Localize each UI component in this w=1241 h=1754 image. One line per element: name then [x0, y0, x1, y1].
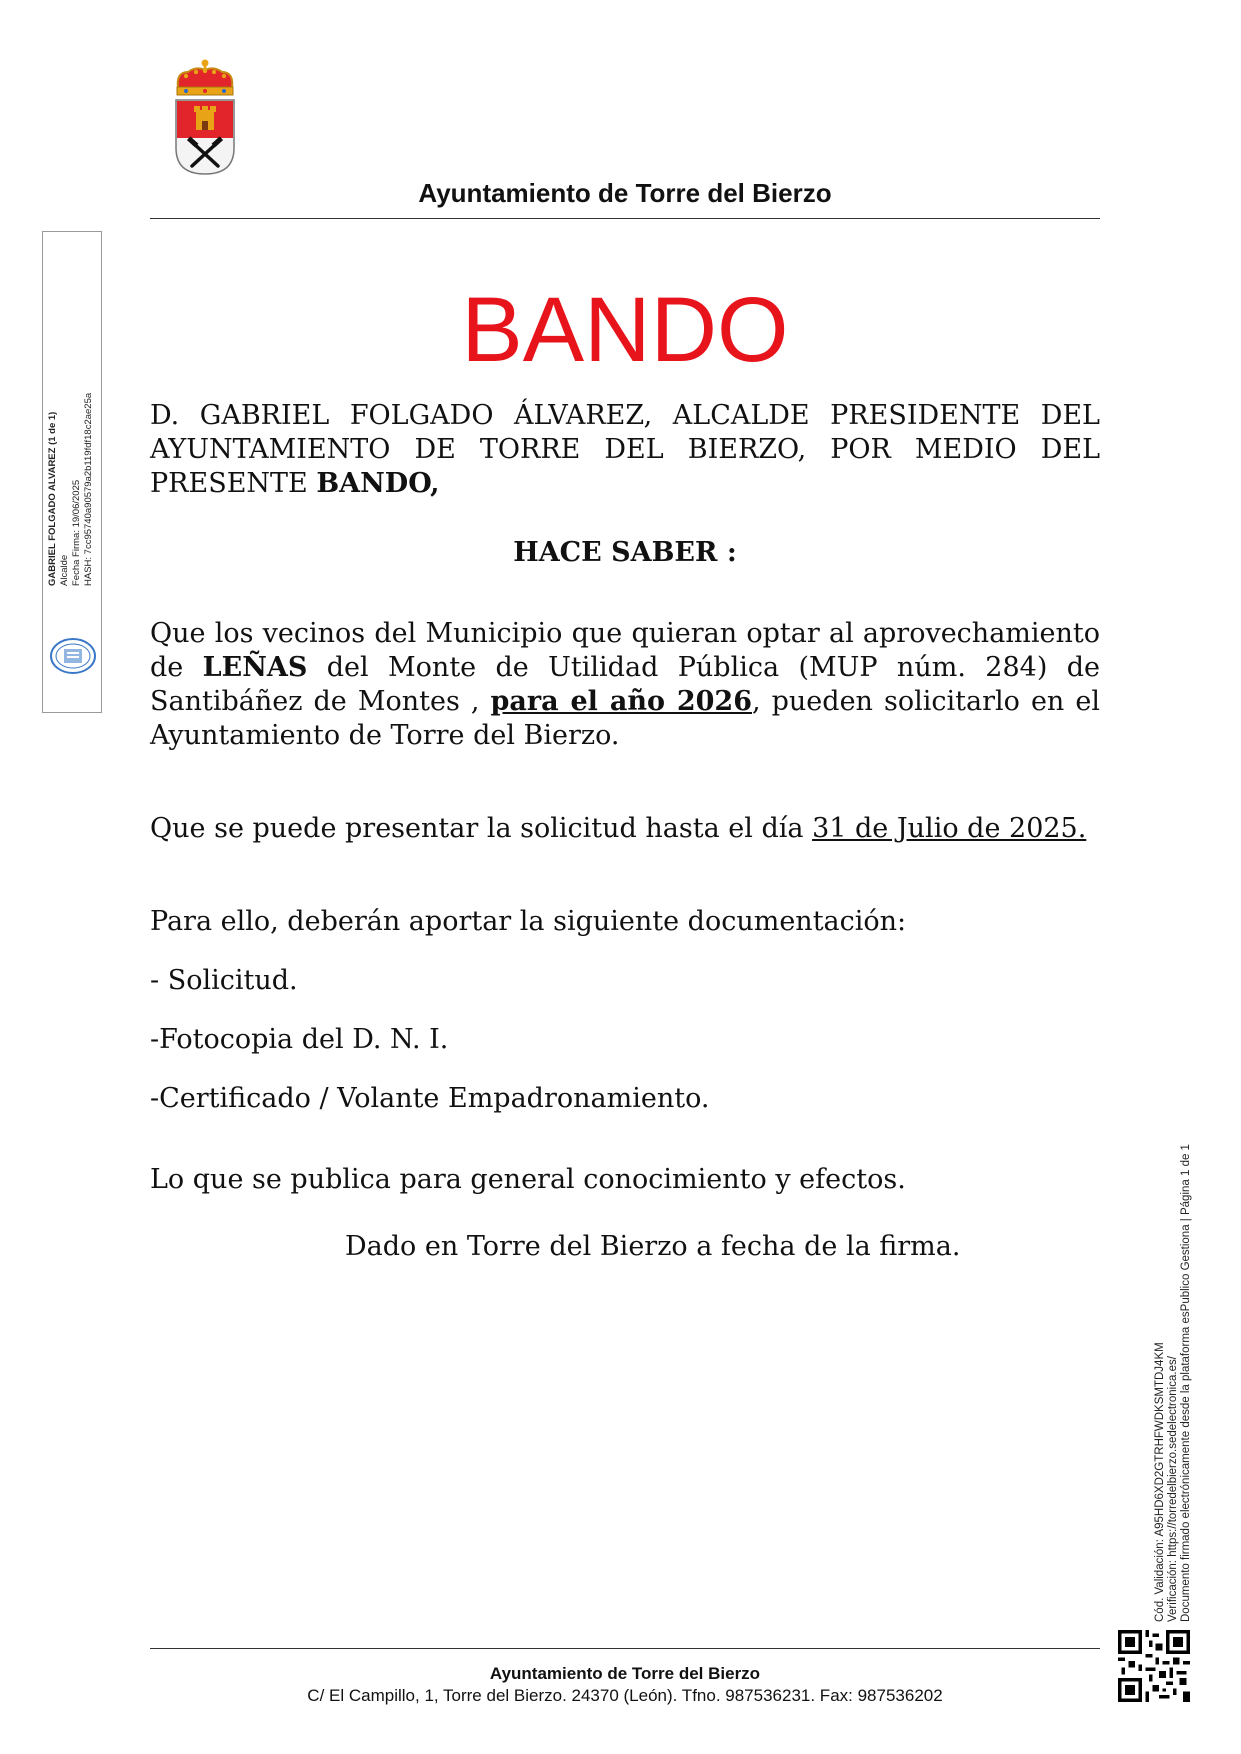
p1-part2: del Monte de Utilidad Pública (MUP núm. 284) de Santibáñez de Montes , — [150, 652, 1100, 717]
signature-text — [47, 236, 95, 586]
municipal-coat-of-arms-icon — [172, 58, 238, 178]
verification-url: Verificación: https://torredelbierzo.sedelectronica.es/ — [1167, 1356, 1179, 1622]
paragraph-lenas — [150, 617, 1100, 753]
list-item: - Solicitud. — [150, 965, 298, 996]
p2-deadline-date: 31 de Julio de 2025. — [812, 813, 1087, 844]
intro-text: D. GABRIEL FOLGADO ÁLVAREZ, ALCALDE PRESIDENTE DEL AYUNTAMIENTO DE TORRE DEL BIERZO, POR MEDIO DEL PRESENTE — [150, 400, 1100, 499]
p1-part1: Que los vecinos del Municipio que quieran optar al aprovechamiento de — [150, 618, 1100, 683]
signature-date: Fecha Firma: 19/06/2025 — [71, 479, 82, 586]
p1-bold-lenas: LEÑAS — [202, 652, 308, 683]
header-divider — [150, 218, 1100, 219]
intro-bold: BANDO, — [316, 468, 440, 499]
signer-role: Alcalde — [59, 554, 70, 586]
electronic-seal-icon — [49, 636, 97, 676]
platform-note: Documento firmado electrónicamente desde la plataforma esPublico Gestiona | Página 1 de 1 — [1180, 1144, 1192, 1622]
paragraph-documentation: Para ello, deberán aportar la siguiente documentación: — [150, 906, 907, 937]
footer-address: C/ El Campillo, 1, Torre del Bierzo. 24370 (León). Tfno. 987536231. Fax: 987536202 — [307, 1686, 943, 1705]
verification-text — [1154, 1144, 1193, 1622]
intro-paragraph — [150, 399, 1100, 501]
p1-year: para el año 2026 — [490, 686, 752, 717]
p1-part3: , pueden solicitarlo en el Ayuntamiento de Torre del Bierzo. — [150, 686, 1100, 751]
signer-name: GABRIEL FOLGADO ALVAREZ (1 de 1) — [47, 411, 58, 586]
footer-divider — [150, 1648, 1100, 1649]
list-item: -Fotocopia del D. N. I. — [150, 1024, 449, 1055]
validation-code: Cód. Validación: A95HD6XD2GTRHFWDKSMTDJ4KM — [1154, 1342, 1166, 1622]
signature-line: Dado en Torre del Bierzo a fecha de la firma. — [345, 1231, 961, 1262]
qr-code-icon — [1118, 1630, 1190, 1702]
signature-hash: HASH: 7cc95740a90579a2b119fdf18c2ae25a — [83, 392, 94, 586]
signature-panel — [42, 231, 102, 713]
header-title: Ayuntamiento de Torre del Bierzo — [418, 178, 832, 208]
section-heading: HACE SABER : — [513, 537, 737, 568]
document-title: BANDO — [461, 279, 789, 381]
list-item: -Certificado / Volante Empadronamiento. — [150, 1083, 710, 1114]
p2-part1: Que se puede presentar la solicitud hasta el día — [150, 813, 813, 844]
footer-name: Ayuntamiento de Torre del Bierzo — [489, 1664, 761, 1683]
paragraph-deadline — [150, 812, 1100, 846]
closing-text: Lo que se publica para general conocimiento y efectos. — [150, 1164, 906, 1195]
